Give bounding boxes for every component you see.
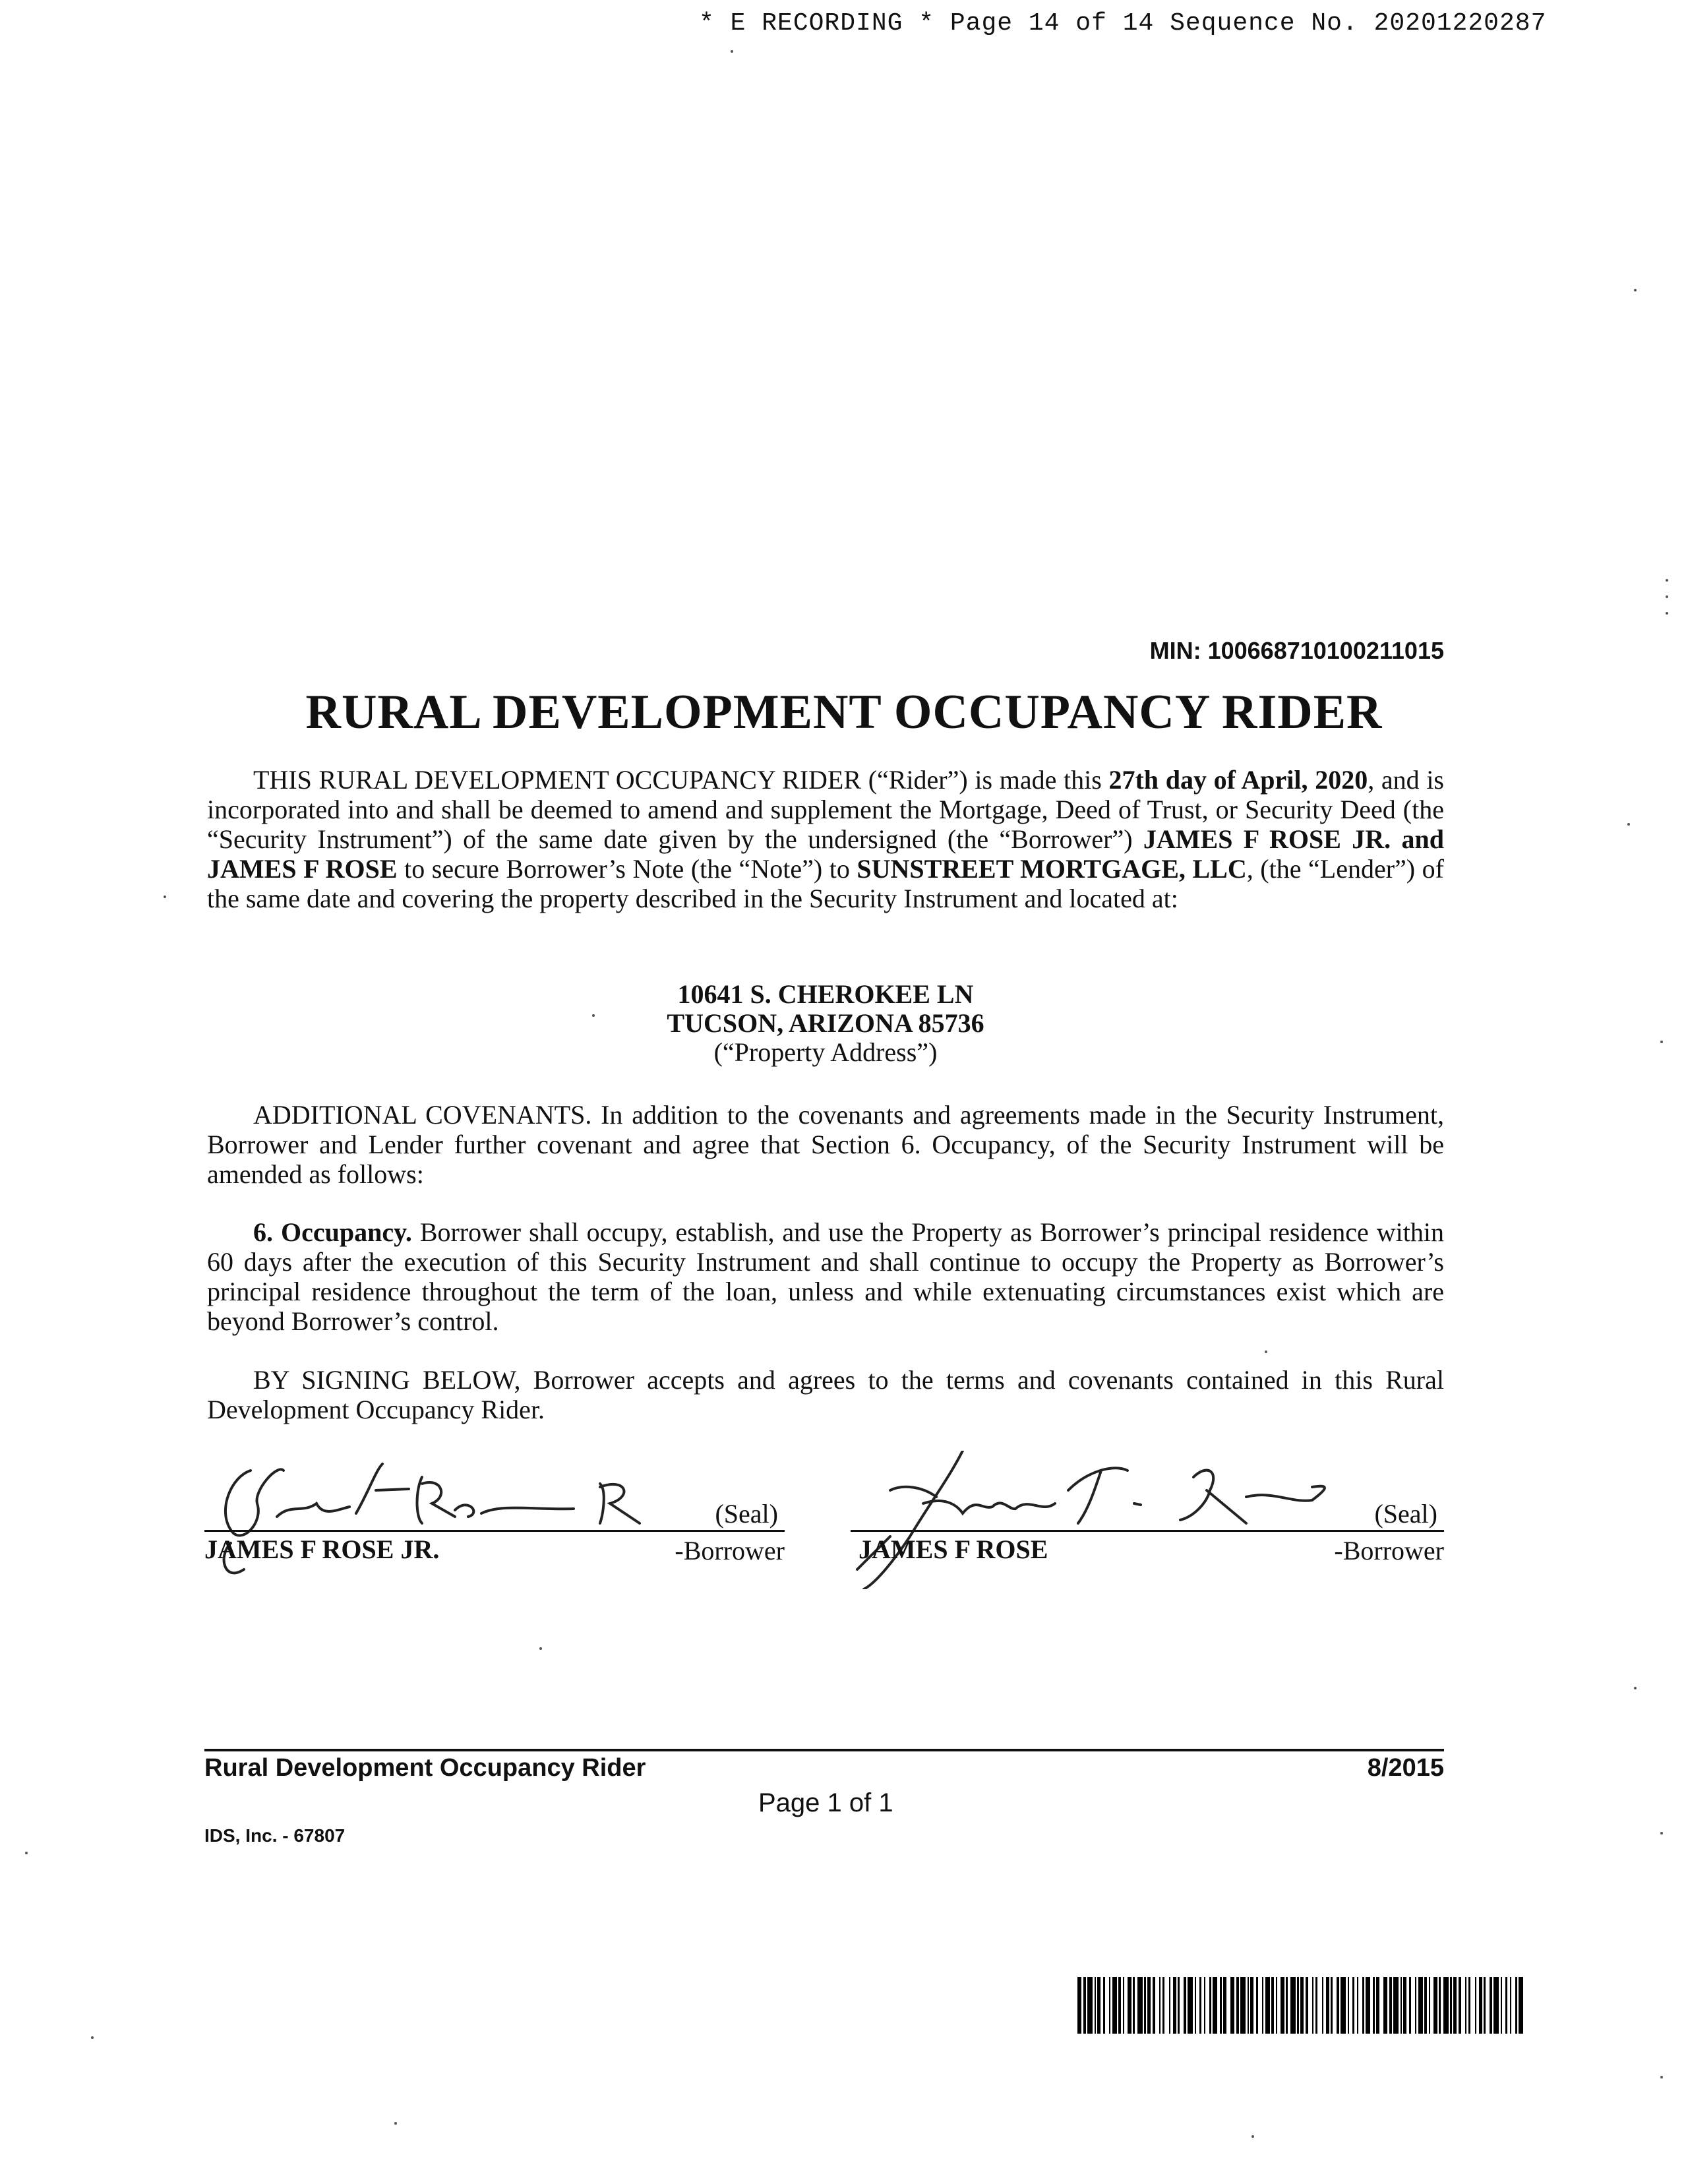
barcode-bar (1326, 1977, 1329, 2034)
address-line-1: 10641 S. CHEROKEE LN (677, 979, 974, 1009)
barcode-bar (1501, 1977, 1502, 2034)
barcode-bar (1077, 1977, 1081, 2034)
barcode-bar (1306, 1977, 1308, 2034)
footer-ids-code: IDS, Inc. - 67807 (204, 1825, 346, 1846)
barcode-bar (1240, 1977, 1246, 2034)
page-title: RURAL DEVELOPMENT OCCUPANCY RIDER (305, 685, 1383, 739)
barcode-bar (1144, 1977, 1146, 2034)
signature-block-borrower-1 (204, 1451, 785, 1589)
barcode-bar (1389, 1977, 1392, 2034)
barcode-bar (1465, 1977, 1466, 2034)
barcode-bar (1083, 1977, 1086, 2034)
intro-paragraph (207, 765, 1444, 913)
barcode-bar (1341, 1977, 1346, 2034)
barcode-bar (1475, 1977, 1476, 2034)
barcode-bar (1153, 1977, 1155, 2034)
occupancy-paragraph (207, 1217, 1444, 1336)
barcode-bar (1209, 1977, 1211, 2034)
barcode-bar (1357, 1977, 1358, 2034)
barcode (1077, 1977, 1526, 2034)
barcode-bar (1103, 1977, 1105, 2034)
signing-text: BY SIGNING BELOW, Borrower accepts and agrees to the terms and covenants contained in this Rural Development Occupancy Rider. (207, 1365, 1444, 1424)
barcode-bar (1173, 1977, 1176, 2034)
handwritten-signature (851, 1451, 1444, 1589)
barcode-bar (1118, 1977, 1121, 2034)
barcode-bar (1443, 1977, 1449, 2034)
barcode-bar (1220, 1977, 1222, 2034)
address-line-2: TUCSON, ARIZONA 85736 (667, 1008, 984, 1038)
barcode-bar (1366, 1977, 1370, 2034)
barcode-bar (1230, 1977, 1234, 2034)
address-label: (“Property Address”) (713, 1037, 938, 1067)
borrower-role: -Borrower (1334, 1536, 1444, 1565)
barcode-bar (1362, 1977, 1364, 2034)
barcode-bar (1128, 1977, 1131, 2034)
page-number: Page 1 of 1 (758, 1788, 893, 1817)
barcode-bar (1147, 1977, 1151, 2034)
barcode-bar (1276, 1977, 1277, 2034)
footer-divider (204, 1749, 1444, 1751)
barcode-bar (1087, 1977, 1093, 2034)
barcode-bar (1505, 1977, 1507, 2034)
barcode-bar (1401, 1977, 1402, 2034)
barcode-bar (1281, 1977, 1284, 2034)
barcode-bar (1159, 1977, 1160, 2034)
barcode-bar (1137, 1977, 1143, 2034)
barcode-bar (1213, 1977, 1217, 2034)
barcode-bar (1312, 1977, 1313, 2034)
barcode-bar (1429, 1977, 1430, 2034)
barcode-bar (1433, 1977, 1437, 2034)
barcode-bar (1109, 1977, 1110, 2034)
barcode-bar (1468, 1977, 1470, 2034)
barcode-bar (1409, 1977, 1411, 2034)
barcode-bar (1188, 1977, 1193, 2034)
barcode-bar (1322, 1977, 1323, 2034)
barcode-bar (1315, 1977, 1317, 2034)
barcode-bar (1199, 1977, 1201, 2034)
barcode-bar (1223, 1977, 1226, 2034)
barcode-bar (1493, 1977, 1499, 2034)
barcode-bar (1204, 1977, 1205, 2034)
barcode-bar (1112, 1977, 1117, 2034)
barcode-bar (1376, 1977, 1379, 2034)
barcode-bar (1424, 1977, 1427, 2034)
borrower-role: -Borrower (675, 1536, 785, 1565)
covenants-paragraph (207, 1100, 1444, 1189)
rider-date: 27th day of April, 2020 (1108, 765, 1368, 795)
barcode-bar (1123, 1977, 1124, 2034)
recording-stamp: * E RECORDING * Page 14 of 14 Sequence No. 20201220287 (699, 9, 1547, 38)
intro-text-2: , and is incorporated into and shall be deemed to amend and supplement the Mortgage, Deed of Trust, or Security Deed (the “Security Instrument”) of the same date given by the undersigned (the “Borrower”) (207, 765, 1444, 854)
barcode-bar (1393, 1977, 1399, 2034)
intro-text-1: THIS RURAL DEVELOPMENT OCCUPANCY RIDER (“Rider”) is made this (253, 765, 1109, 795)
lender-name: SUNSTREET MORTGAGE, LLC (857, 854, 1247, 884)
barcode-bar (1403, 1977, 1406, 2034)
barcode-bar (1195, 1977, 1196, 2034)
barcode-bar (1265, 1977, 1270, 2034)
seal-label: (Seal) (715, 1499, 778, 1529)
barcode-bar (1439, 1977, 1441, 2034)
barcode-bar (1162, 1977, 1164, 2034)
signature-line (204, 1530, 785, 1532)
barcode-bar (1373, 1977, 1375, 2034)
covenants-text: ADDITIONAL COVENANTS. In addition to the covenants and agreements made in the Security Instrument, Borrower and Lender further covenant and agree that Section 6. Occupancy, of the Security Instrument will be amended as follows: (207, 1100, 1444, 1189)
occupancy-heading: 6. Occupancy. (253, 1217, 412, 1247)
signing-paragraph (207, 1365, 1444, 1424)
property-address (207, 980, 1444, 1067)
barcode-bar (1184, 1977, 1186, 2034)
signature-line (851, 1530, 1444, 1532)
seal-label: (Seal) (1374, 1499, 1437, 1529)
barcode-bar (1418, 1977, 1423, 2034)
signature-block-borrower-2 (851, 1451, 1444, 1589)
barcode-bar (1271, 1977, 1274, 2034)
borrower-names: JAMES F ROSE JR. and JAMES F ROSE (207, 824, 1444, 884)
barcode-bar (1515, 1977, 1517, 2034)
barcode-bar (1262, 1977, 1263, 2034)
barcode-bar (1286, 1977, 1288, 2034)
barcode-bar (1352, 1977, 1354, 2034)
barcode-bar (1248, 1977, 1249, 2034)
footer-form-date: 8/2015 (1367, 1754, 1444, 1782)
barcode-bar (1348, 1977, 1349, 2034)
occupancy-text: Borrower shall occupy, establish, and use the Property as Borrower’s principal residence within 60 days after the execution of this Security Instrument and shall continue to occupy the Property as Borrower’s principal residence throughout the term of the loan, unless and while extenuating circumstances exist which are beyond Borrower’s control. (207, 1217, 1445, 1336)
barcode-bar (1236, 1977, 1239, 2034)
barcode-bar (1415, 1977, 1416, 2034)
barcode-bar (1484, 1977, 1486, 2034)
min-number: MIN: 100668710100211015 (1149, 637, 1444, 664)
barcode-bar (1450, 1977, 1452, 2034)
barcode-bar (1453, 1977, 1457, 2034)
barcode-bar (1133, 1977, 1135, 2034)
barcode-bar (1519, 1977, 1523, 2034)
barcode-bar (1490, 1977, 1492, 2034)
barcode-bar (1337, 1977, 1339, 2034)
signer-name: JAMES F ROSE (859, 1534, 1048, 1564)
barcode-bar (1510, 1977, 1511, 2034)
signer-name: JAMES F ROSE JR. (204, 1534, 440, 1564)
barcode-bar (1095, 1977, 1096, 2034)
barcode-bar (1479, 1977, 1482, 2034)
barcode-bar (1256, 1977, 1258, 2034)
handwritten-signature (204, 1451, 785, 1589)
barcode-bar (1331, 1977, 1333, 2034)
barcode-bar (1290, 1977, 1296, 2034)
footer-form-name: Rural Development Occupancy Rider (204, 1754, 646, 1782)
barcode-bar (1459, 1977, 1461, 2034)
intro-text-3: to secure Borrower’s Note (the “Note”) to (397, 854, 857, 884)
barcode-bar (1300, 1977, 1304, 2034)
barcode-bar (1178, 1977, 1180, 2034)
intro-text-4: , (the “Lender”) of the same date and covering the property described in the Security Instrument and located at: (207, 854, 1444, 913)
barcode-bar (1383, 1977, 1387, 2034)
barcode-bar (1250, 1977, 1253, 2034)
barcode-bar (1297, 1977, 1299, 2034)
barcode-bar (1169, 1977, 1170, 2034)
barcode-bar (1097, 1977, 1100, 2034)
